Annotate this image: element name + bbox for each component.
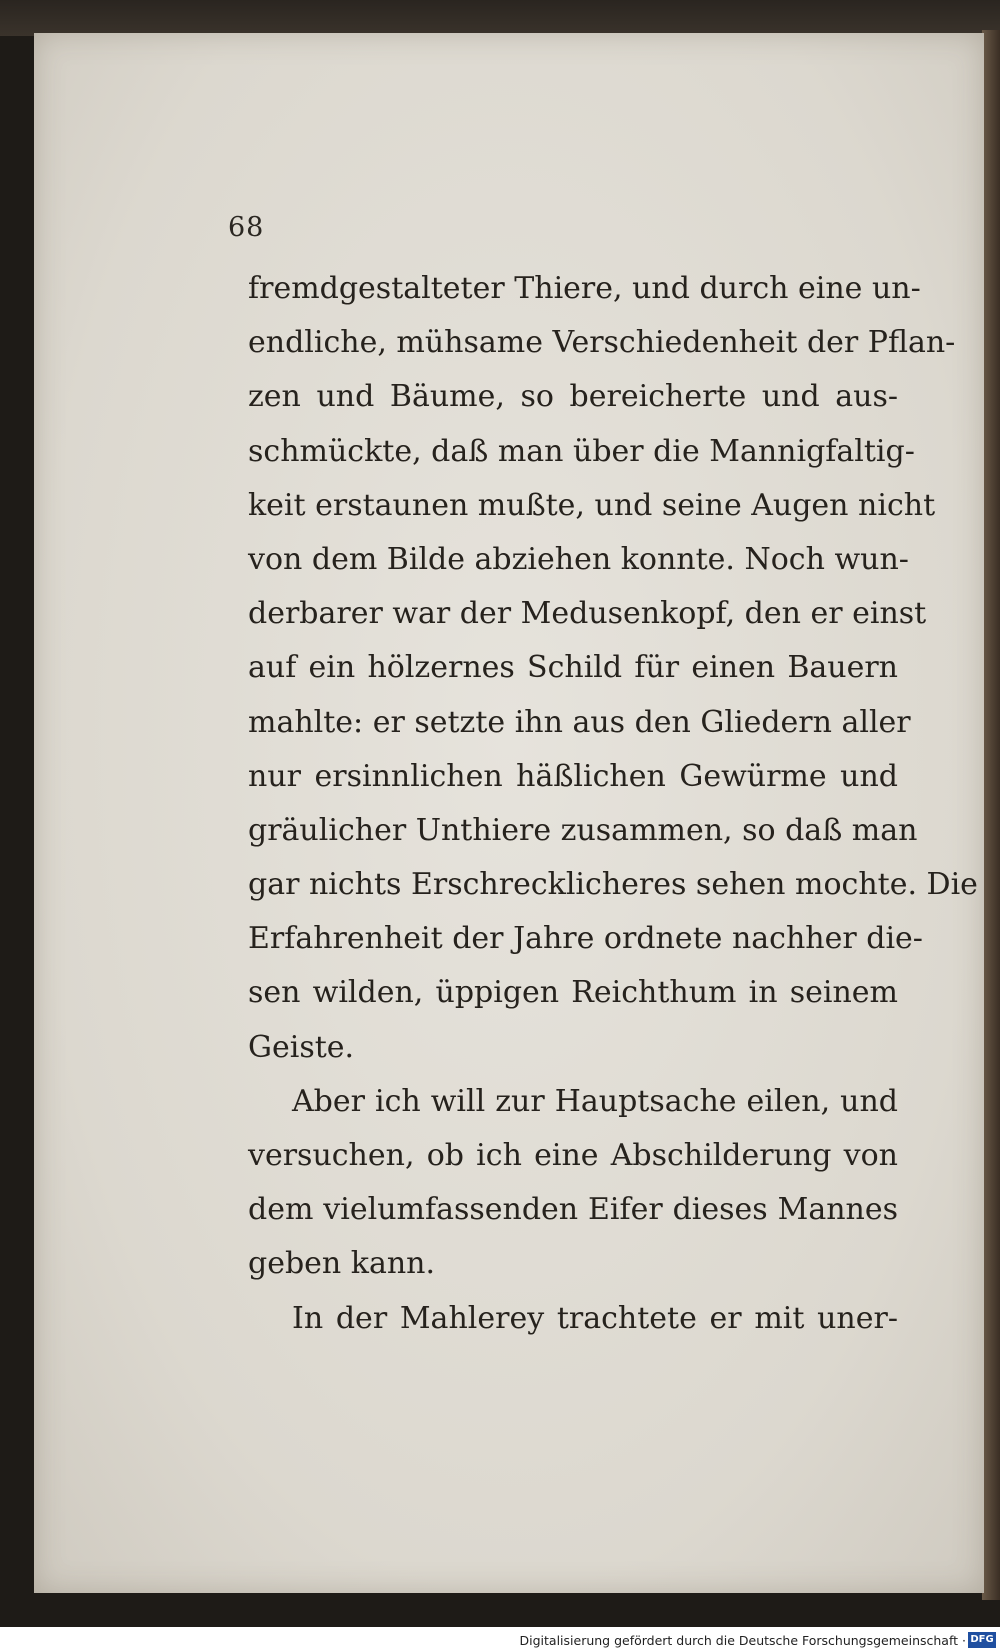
text-line: endliche, mühsame Verschiedenheit der Pflan-: [248, 325, 956, 361]
text-line: zen und Bäume, so bereicherte und aus-: [248, 379, 898, 415]
page-number: 68: [228, 212, 265, 243]
text-line: schmückte, daß man über die Mannigfaltig-: [248, 433, 915, 469]
text-line: nur ersinnlichen häßlichen Gewürme und: [248, 758, 898, 794]
text-line: Erfahrenheit der Jahre ordnete nachher die-: [248, 921, 923, 957]
text-line: Geiste.: [248, 1029, 355, 1065]
text-line: dem vielumfassenden Eifer dieses Mannes: [248, 1192, 898, 1228]
text-line: derbarer war der Medusenkopf, den er einst: [248, 596, 927, 632]
dfg-logo: DFG: [968, 1632, 996, 1648]
page-text: [248, 262, 978, 1346]
text-line: geben kann.: [248, 1246, 436, 1282]
text-line: gräulicher Unthiere zusammen, so daß man: [248, 812, 918, 848]
text-line: gar nichts Erschrecklicheres sehen mochte. Die: [248, 867, 978, 903]
text-line: versuchen, ob ich eine Abschilderung von: [248, 1138, 898, 1173]
text-line: mahlte: er setzte ihn aus den Gliedern aller: [248, 704, 911, 740]
funding-notice: Digitalisierung gefördert durch die Deutsche Forschungsgemeinschaft ·: [519, 1633, 966, 1648]
book-edge: [0, 0, 1000, 36]
text-line: keit erstaunen mußte, und seine Augen nicht: [248, 487, 936, 523]
text-line: In der Mahlerey trachtete er mit uner-: [292, 1300, 898, 1336]
text-line: auf ein hölzernes Schild für einen Bauern: [248, 650, 898, 686]
text-line: fremdgestalteter Thiere, und durch eine un-: [248, 271, 921, 306]
page-edge: [982, 30, 1000, 1600]
text-line: sen wilden, üppigen Reichthum in seinem: [248, 975, 898, 1011]
footer-bar: [0, 1627, 1000, 1651]
text-line: Aber ich will zur Hauptsache eilen, und: [292, 1083, 898, 1119]
text-line: von dem Bilde abziehen konnte. Noch wun-: [248, 541, 909, 577]
